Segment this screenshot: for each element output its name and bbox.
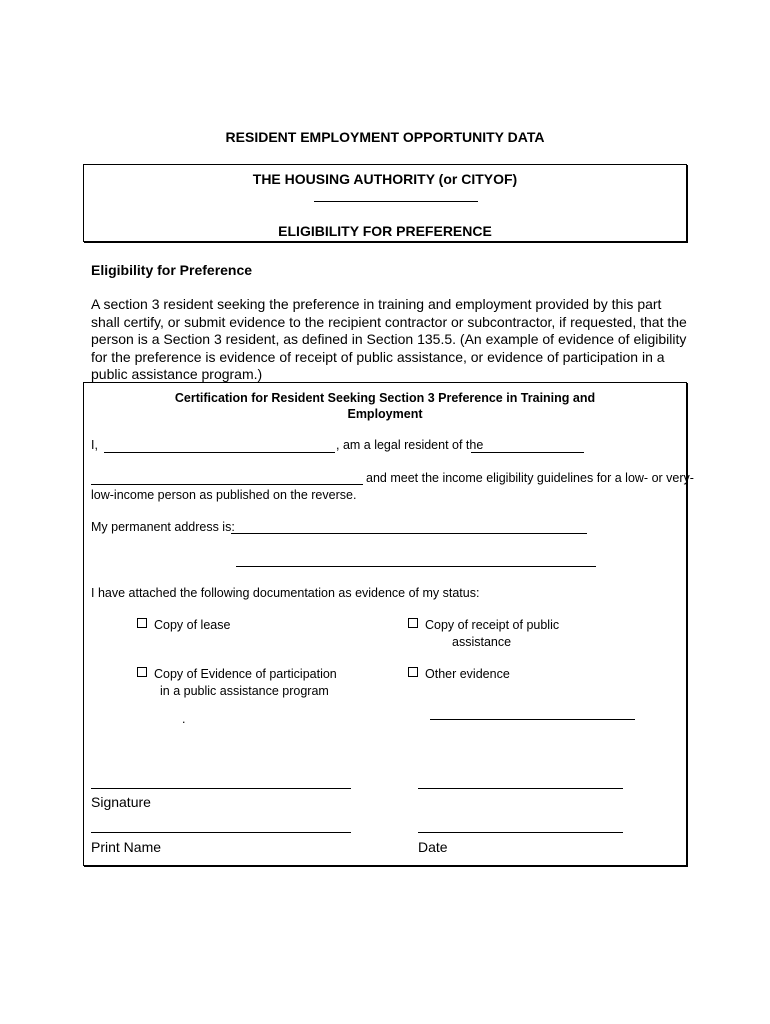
resident-name-field[interactable]	[104, 452, 335, 453]
checkbox-receipt[interactable]	[408, 618, 418, 628]
document-title: RESIDENT EMPLOYMENT OPPORTUNITY DATA	[225, 129, 545, 145]
signature-date-field[interactable]	[418, 788, 623, 789]
signature-label: Signature	[91, 794, 151, 810]
option-lease-label: Copy of lease	[154, 618, 231, 632]
option-participation[interactable]	[137, 667, 337, 681]
option-other-label: Other evidence	[425, 667, 510, 681]
line3-text: low-income person as published on the reverse.	[91, 488, 357, 502]
option-other[interactable]	[408, 667, 510, 681]
option-participation-label: Copy of Evidence of participation	[154, 667, 337, 681]
option-participation-label-2: in a public assistance program	[160, 684, 329, 698]
option-receipt-label: Copy of receipt of public	[425, 618, 560, 632]
authority-line: THE HOUSING AUTHORITY (or CITYOF)	[252, 171, 518, 187]
authority-name-field[interactable]	[314, 201, 478, 202]
line1-prefix: I,	[91, 438, 98, 452]
stray-dot: .	[182, 712, 186, 726]
eligibility-title: ELIGIBILITY FOR PREFERENCE	[278, 223, 492, 239]
checkbox-participation[interactable]	[137, 667, 147, 677]
date-label: Date	[418, 839, 448, 855]
checkbox-lease[interactable]	[137, 618, 147, 628]
option-receipt-label-2: assistance	[452, 635, 512, 649]
signature-field[interactable]	[91, 788, 351, 789]
print-name-field[interactable]	[91, 832, 351, 833]
residence-continued-field[interactable]	[91, 484, 363, 485]
address-field-2[interactable]	[236, 566, 596, 567]
line1-mid: , am a legal resident of the	[336, 438, 484, 452]
address-field-1[interactable]	[231, 533, 587, 534]
address-label: My permanent address is:	[91, 520, 235, 534]
option-receipt[interactable]	[408, 618, 559, 632]
certification-box	[83, 382, 694, 866]
option-lease[interactable]	[137, 618, 230, 632]
other-evidence-field[interactable]	[430, 719, 635, 720]
authority-box	[83, 164, 687, 242]
checkbox-other[interactable]	[408, 667, 418, 677]
line2-text: and meet the income eligibility guidelines for a low- or very-	[366, 471, 694, 485]
attached-text: I have attached the following documentation as evidence of my status:	[91, 586, 480, 600]
print-name-label: Print Name	[91, 839, 162, 855]
certification-heading: Certification for Resident Seeking Section 3 Preference in Training and Employment	[174, 391, 596, 421]
eligibility-heading: Eligibility for Preference	[91, 262, 253, 278]
residence-field[interactable]	[471, 452, 584, 453]
eligibility-paragraph: A section 3 resident seeking the preference in training and employment provided by this part shall certify, or submit evidence to the recipient contractor or subcontractor, if requested, that the person is a Section 3 resident, as defined in Section 135.5. (An example of evidence of eligibility for the preference is evidence of receipt of public assistance, or evidence of participation in a public assistance program.)	[91, 296, 687, 382]
date-field[interactable]	[418, 832, 623, 833]
